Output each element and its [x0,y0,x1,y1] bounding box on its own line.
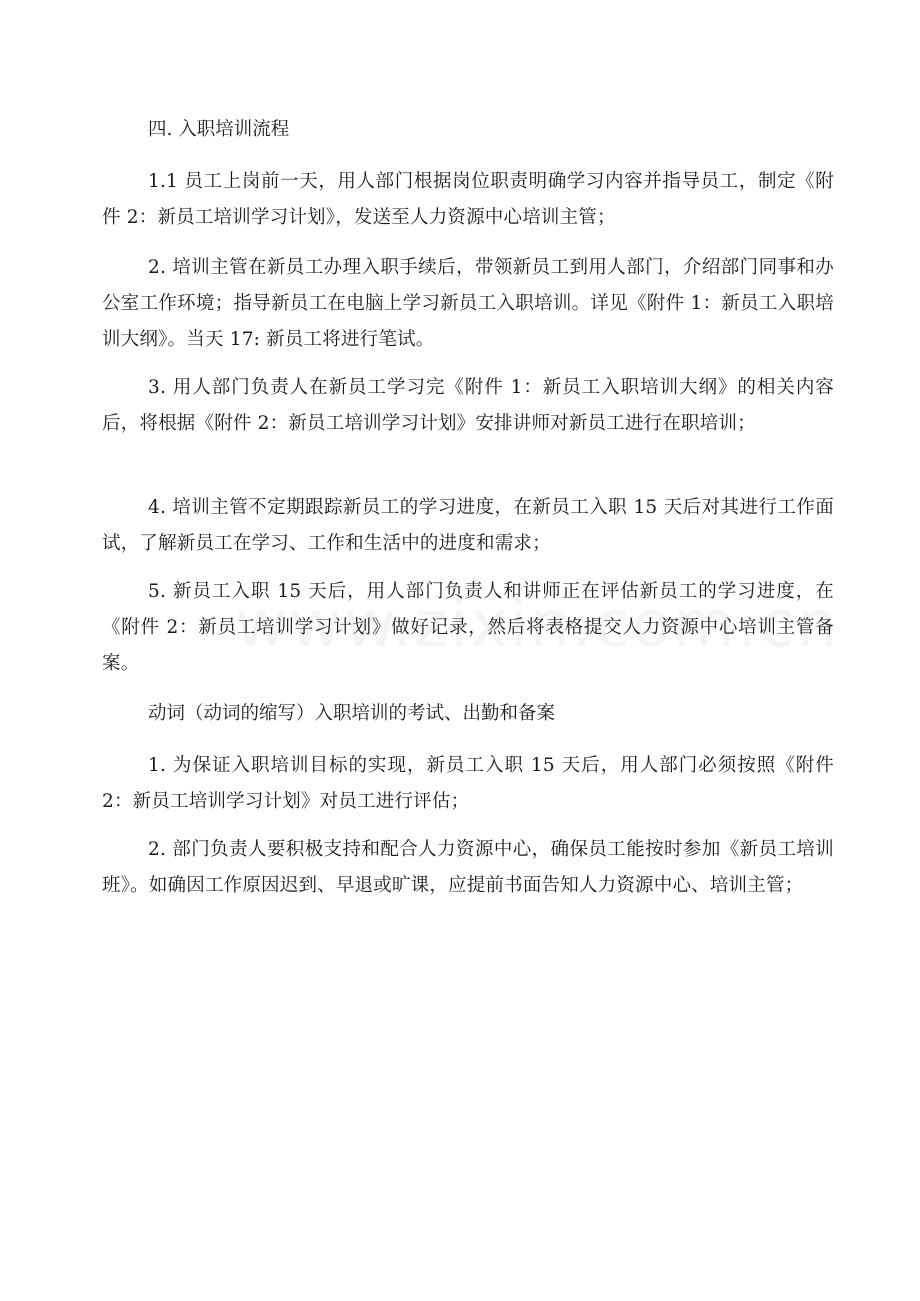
paragraph-4: 4. 培训主管不定期跟踪新员工的学习进度，在新员工入职 15 天后对其进行工作面试，了解新员工在学习、工作和生活中的进度和需求； [102,497,834,554]
section-5-heading: 动词（动词的缩写）入职培训的考试、出勤和备案 [148,703,556,724]
paragraph-5: 5. 新员工入职 15 天后，用人部门负责人和讲师正在评估新员工的学习进度，在《附件 2：新员工培训学习计划》做好记录，然后将表格提交人力资源中心培训主管备案。 [102,581,834,674]
paragraph-exam-2: 2. 部门负责人要积极支持和配合人力资源中心，确保员工能按时参加《新员工培训班》。如确因工作原因迟到、早退或旷课，应提前书面告知人力资源中心、培训主管； [102,839,834,896]
paragraph-3: 3. 用人部门负责人在新员工学习完《附件 1：新员工入职培训大纲》的相关内容后，将根据《附件 2：新员工培训学习计划》安排讲师对新员工进行在职培训； [102,377,834,434]
paragraph-1-1: 1.1 员工上岗前一天，用人部门根据岗位职责明确学习内容并指导员工，制定《附件 2：新员工培训学习计划》，发送至人力资源中心培训主管； [102,171,834,228]
paragraph-exam-1: 1. 为保证入职培训目标的实现，新员工入职 15 天后，用人部门必须按照《附件 2：新员工培训学习计划》对员工进行评估； [102,755,834,812]
paragraph-2: 2. 培训主管在新员工办理入职手续后，带领新员工到用人部门，介绍部门同事和办公室工作环境；指导新员工在电脑上学习新员工入职培训。详见《附件 1：新员工入职培训大纲》。当天 17: 新员工将进行笔试。 [102,257,834,350]
section-4-heading: 四. 入职培训流程 [148,119,290,140]
